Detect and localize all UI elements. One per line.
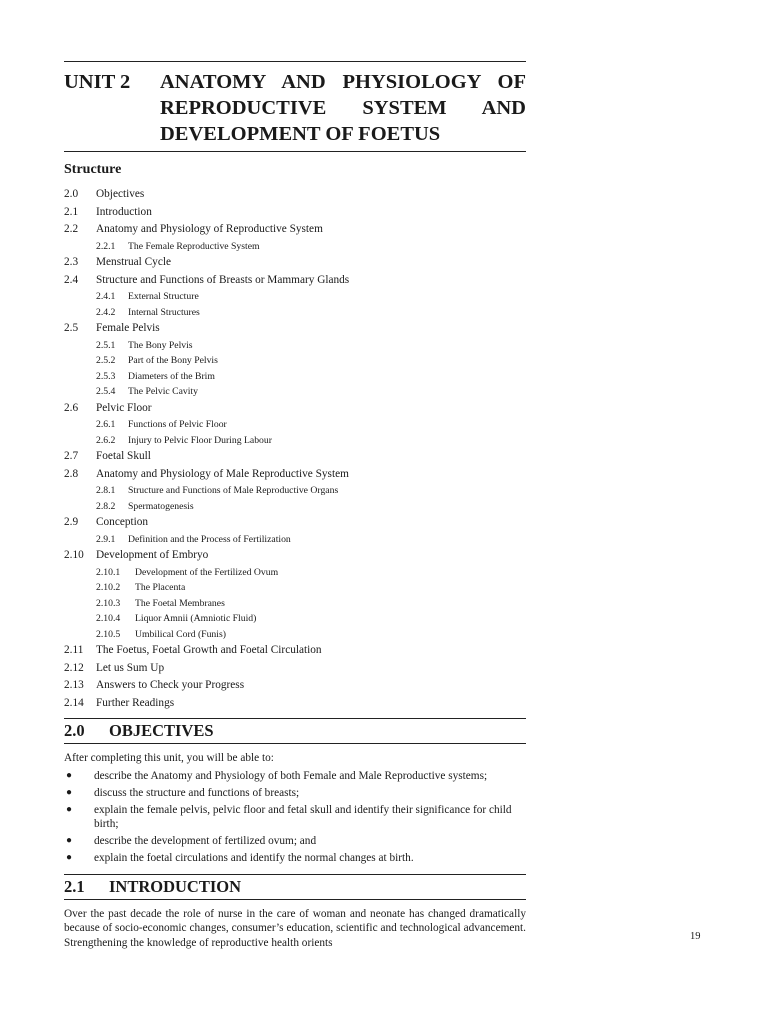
unit-title-line: ANATOMY AND PHYSIOLOGY OF: [160, 71, 526, 93]
toc-subitem-text: Injury to Pelvic Floor During Labour: [128, 434, 272, 446]
toc-subitem: [64, 596, 526, 612]
toc-item: [64, 400, 526, 418]
toc-item-text: Answers to Check your Progress: [96, 679, 245, 691]
toc-subitem-number: 2.4.2: [96, 306, 116, 318]
unit-number: UNIT 2: [64, 71, 131, 93]
toc-item-number: 2.13: [64, 679, 84, 691]
top-rule: [64, 61, 526, 62]
toc-item-number: 2.1: [64, 205, 79, 218]
toc-subitem: [64, 611, 526, 627]
toc-item-number: 2.4: [64, 273, 79, 286]
objective-text: explain the foetal circulations and identify the normal changes at birth.: [94, 851, 414, 864]
toc-subitem-number: 2.5.3: [96, 370, 116, 382]
toc-subitem-text: The Female Reproductive System: [128, 240, 260, 252]
toc-item-text: The Foetus, Foetal Growth and Foetal Circulation: [96, 644, 322, 656]
objective-text: describe the Anatomy and Physiology of both Female and Male Reproductive systems;: [94, 770, 488, 783]
toc-item: [64, 448, 526, 466]
section-number: 2.1: [64, 877, 85, 897]
toc-subitem-number: 2.10.5: [96, 628, 121, 640]
toc-item: [64, 466, 526, 484]
toc-item-text: Menstrual Cycle: [96, 256, 171, 268]
objective-text: explain the female pelvis, pelvic floor and fetal skull and identify their significance for child birth;: [94, 803, 512, 831]
toc-subitem: [64, 417, 526, 433]
toc-subitem: [64, 565, 526, 581]
toc-item-text: Further Readings: [96, 696, 175, 709]
toc-subitem: [64, 353, 526, 369]
toc-subitem-text: The Pelvic Cavity: [128, 386, 198, 397]
toc-subitem-text: Part of the Bony Pelvis: [128, 355, 218, 366]
toc-subitem: [64, 338, 526, 354]
toc-subitem: [64, 384, 526, 400]
objective-text: describe the development of fertilized ovum; and: [94, 834, 317, 847]
bullet-icon: ●: [66, 851, 73, 863]
toc-item-text: Development of Embryo: [96, 549, 209, 561]
toc-item-number: 2.7: [64, 450, 79, 462]
toc-item: [64, 514, 526, 532]
section-rule: [64, 899, 526, 900]
toc-item-text: Introduction: [96, 205, 152, 218]
toc-item-text: Pelvic Floor: [96, 401, 152, 414]
toc-subitem: [64, 289, 526, 305]
toc-item-text: Let us Sum Up: [96, 661, 165, 674]
bullet-icon: ●: [66, 834, 73, 846]
toc-subitem-number: 2.10.3: [96, 597, 121, 609]
toc-subitem-number: 2.8.2: [96, 500, 116, 512]
toc-item-number: 2.3: [64, 256, 79, 268]
toc-item-number: 2.14: [64, 696, 84, 709]
toc-subitem-number: 2.8.1: [96, 485, 116, 496]
toc-item-text: Structure and Functions of Breasts or Mammary Glands: [96, 273, 350, 286]
introduction-paragraph: Over the past decade the role of nurse in the care of woman and neonate has changed dramatically because of socio-economic changes, consumer’s education, scientific and technological advancement. Strengthening the knowledge of reproductive health orients: [64, 908, 526, 949]
toc-item: [64, 677, 526, 695]
toc-item: [64, 320, 526, 338]
toc-subitem-text: The Foetal Membranes: [135, 597, 225, 609]
bullet-icon: ●: [66, 787, 73, 799]
objectives-list: [64, 769, 526, 865]
toc-item: [64, 254, 526, 272]
toc-subitem: [64, 580, 526, 596]
toc-item-number: 2.10: [64, 549, 84, 561]
toc-item: [64, 660, 526, 678]
objectives-section: [64, 718, 526, 744]
section-number: 2.0: [64, 721, 85, 740]
toc-subitem-text: Definition and the Process of Fertilization: [128, 533, 291, 545]
section-title-text: INTRODUCTION: [109, 877, 242, 897]
toc-subitem: [64, 532, 526, 548]
toc-subitem-text: Diameters of the Brim: [128, 370, 215, 382]
toc-item-number: 2.6: [64, 401, 79, 414]
objective-item: [64, 769, 526, 783]
toc-item-text: Anatomy and Physiology of Reproductive System: [96, 223, 323, 235]
objective-item: [64, 786, 526, 800]
toc-subitem-number: 2.6.2: [96, 434, 116, 446]
toc-subitem-text: The Placenta: [135, 582, 186, 593]
toc-subitem-number: 2.4.1: [96, 291, 116, 302]
toc-item: [64, 272, 526, 290]
toc-subitem-text: The Bony Pelvis: [128, 339, 193, 351]
toc-item-text: Female Pelvis: [96, 322, 160, 334]
bullet-icon: ●: [66, 803, 73, 815]
objective-item: [64, 851, 526, 865]
toc-item: [64, 695, 526, 713]
toc-item-number: 2.9: [64, 516, 79, 528]
toc-subitem: [64, 627, 526, 643]
toc-subitem: [64, 305, 526, 321]
toc-subitem-number: 2.10.1: [96, 566, 121, 578]
toc-item: [64, 186, 526, 204]
toc-item-number: 2.2: [64, 223, 79, 235]
toc-subitem-text: Liquor Amnii (Amniotic Fluid): [135, 613, 257, 624]
toc-item-number: 2.12: [64, 661, 84, 674]
table-of-contents: [64, 186, 526, 712]
toc-subitem-text: Internal Structures: [128, 306, 200, 318]
toc-subitem-number: 2.5.4: [96, 386, 116, 397]
unit-title: [160, 69, 526, 147]
bullet-icon: ●: [66, 770, 73, 782]
toc-item: [64, 221, 526, 239]
toc-subitem: [64, 499, 526, 515]
toc-subitem-number: 2.10.2: [96, 582, 121, 593]
toc-subitem: [64, 239, 526, 255]
toc-subitem-number: 2.9.1: [96, 533, 116, 545]
structure-heading: Structure: [64, 162, 122, 177]
toc-item-text: Anatomy and Physiology of Male Reproductive System: [96, 467, 349, 480]
unit-header: [64, 69, 526, 147]
toc-item: [64, 547, 526, 565]
toc-subitem: [64, 433, 526, 449]
toc-subitem-number: 2.10.4: [96, 613, 121, 624]
objectives-intro: After completing this unit, you will be able to:: [64, 752, 274, 764]
toc-item-number: 2.0: [64, 188, 79, 200]
toc-subitem: [64, 483, 526, 499]
page-number: 19: [690, 931, 701, 942]
objective-item: [64, 803, 526, 832]
toc-subitem-text: Umbilical Cord (Funis): [135, 628, 226, 640]
introduction-section: [64, 874, 526, 900]
section-title-text: OBJECTIVES: [109, 721, 214, 740]
toc-subitem-number: 2.2.1: [96, 240, 116, 252]
toc-item-text: Conception: [96, 516, 149, 528]
toc-subitem-text: Structure and Functions of Male Reproductive Organs: [128, 485, 339, 496]
section-rule: [64, 743, 526, 744]
unit-title-line: DEVELOPMENT OF FOETUS: [160, 123, 441, 145]
objective-text: discuss the structure and functions of breasts;: [94, 787, 300, 800]
objective-item: [64, 834, 526, 848]
toc-subitem-number: 2.5.1: [96, 339, 116, 351]
toc-item: [64, 204, 526, 222]
document-page: [64, 0, 526, 950]
toc-item-text: Foetal Skull: [96, 450, 151, 462]
toc-item-text: Objectives: [96, 188, 145, 200]
toc-subitem-text: Functions of Pelvic Floor: [128, 419, 227, 430]
toc-subitem-text: Development of the Fertilized Ovum: [135, 566, 279, 578]
toc-item-number: 2.11: [64, 644, 84, 656]
section-title: [64, 875, 526, 899]
toc-subitem-text: Spermatogenesis: [128, 500, 194, 512]
toc-item-number: 2.5: [64, 322, 79, 334]
toc-subitem-text: External Structure: [128, 291, 199, 302]
toc-subitem-number: 2.5.2: [96, 355, 116, 366]
toc-subitem: [64, 369, 526, 385]
title-rule: [64, 151, 526, 152]
unit-title-line: REPRODUCTIVE SYSTEM AND: [160, 97, 526, 119]
toc-item-number: 2.8: [64, 467, 79, 480]
section-title: [64, 719, 526, 743]
toc-subitem-number: 2.6.1: [96, 419, 116, 430]
toc-item: [64, 642, 526, 660]
